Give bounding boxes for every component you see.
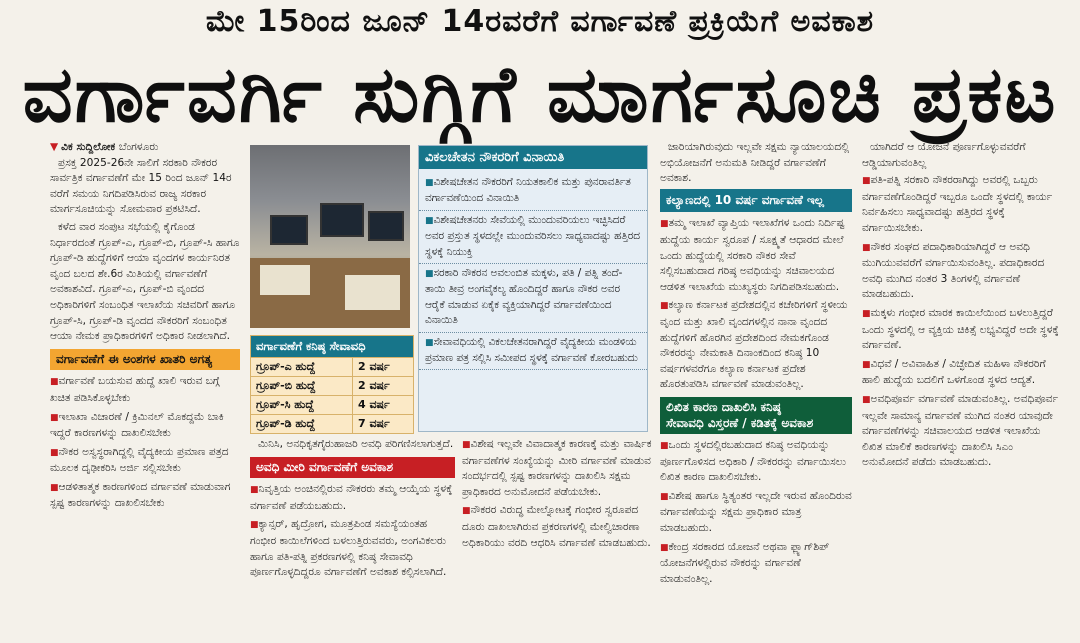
monitor-shape [368,211,404,241]
main-headline: ವರ್ಗಾವರ್ಗಿ ಸುಗ್ಗಿಗೆ ಮಾರ್ಗಸೂಚಿ ಪ್ರಕಟ [22,50,1058,140]
monitor-shape [270,215,308,245]
byline-marker-icon: ▼ [50,141,59,153]
column-4 [660,140,852,640]
list-item: ■ ವಿಶೇಷ ಇಲ್ಲವೇ ವಿವಾದಾತ್ಮಕ ಕಾರಣಕ್ಕೆ ಮತ್ತು ವಾರ್ಷಿಕ ವರ್ಗಾವಣೆಗಳ ಸಂಖ್ಯೆಯನ್ನು ಮೀರಿ ವರ್ಗಾವಣೆ ಮಾಡುವ ಸಂದರ್ಭದಲ್ಲಿ ಸ್ಪಷ್ಟ ಕಾರಣಗಳನ್ನು ದಾಖಲಿಸಿ ಸಕ್ಷಮ ಪ್ರಾಧಿಕಾರದ ಅನುಮೋದನೆ ಪಡೆಯಬೇಕು. [462,437,652,500]
kicker-headline: ಮೇ 15ರಿಂದ ಜೂನ್ 14ರವರೆಗೆ ವರ್ಗಾವಣೆ ಪ್ರಕ್ರಿಯೆಗೆ ಅವಕಾಶ [205,4,875,39]
section-heading: ಅವಧಿ ಮೀರಿ ವರ್ಗಾವಣೆಗೆ ಅವಕಾಶ [250,457,455,479]
table-cell: ಗ್ರೂಪ್-ಎ ಹುದ್ದೆ [251,358,353,377]
exemption-box-title: ವಿಕಲಚೇತನ ನೌಕರರಿಗೆ ವಿನಾಯಿತಿ [419,146,647,169]
list-item: ■ ಸೇವಾವಧಿಯಲ್ಲಿ ವಿಕಲಚೇತನರಾಗಿದ್ದರೆ ವೈದ್ಯಕೀಯ ಮಂಡಳಿಯ ಪ್ರಮಾಣ ಪತ್ರ ಸಲ್ಲಿಸಿ ಸಮೀಪದ ಸ್ಥಳಕ್ಕೆ ವರ್ಗಾವಣೆ ಕೋರಬಹುದು [419,333,647,371]
list-item: ■ ವಿಶೇಷಚೇತನರು ಸೇವೆಯಲ್ಲಿ ಮುಂದುವರಿಯಲು ಇಚ್ಛಿಸಿದರೆ ಅವರ ಪ್ರಸ್ತುತ ಸ್ಥಳದಲ್ಲೇ ಮುಂದುವರಿಸಲು ಸಾಧ್ಯವಾದಷ್ಟು ಹತ್ತಿರದ ಸ್ಥಳಕ್ಕೆ ನಿಯುಕ್ತಿ [419,211,647,264]
list-item: ■ ತಮ್ಮ ಇಲಾಖೆ ವ್ಯಾಪ್ತಿಯ ಇಲಾಖೆಗಳ ಒಂದು ನಿರ್ದಿಷ್ಟ ಹುದ್ದೆಯ ಕಾರ್ಯ ಸ್ವರೂಪ / ಸೂಕ್ಷ್ಮತೆ ಆಧಾರದ ಮೇಲೆ ಒಂದು ಹುದ್ದೆಯಲ್ಲಿ ಸರಕಾರಿ ನೌಕರ ಸೇವೆ ಸಲ್ಲಿಸಬಹುದಾದ ಗರಿಷ್ಠ ಅವಧಿಯನ್ನು ಸಚಿವಾಲಯದ ಆಡಳಿತ ಇಲಾಖೆಯ ಮುಖ್ಯಸ್ಥರು ನಿಗದಿಪಡಿಸಬಹುದು. [660,216,852,295]
list-item: ■ ನೌಕರ ಸಂಘದ ಪದಾಧಿಕಾರಿಯಾಗಿದ್ದರೆ ಆ ಅವಧಿ ಮುಗಿಯುವವರೆಗೆ ವರ್ಗಾಯಿಸುವಂತಿಲ್ಲ. ಪದಾಧಿಕಾರದ ಅವಧಿ ಮುಗಿದ ನಂತರ 3 ತಿಂಗಳಲ್ಲಿ ವರ್ಗಾವಣೆ ಮಾಡಬಹುದು. [862,240,1062,303]
table-cell: ಗ್ರೂಪ್-ಸಿ ಹುದ್ದೆ [251,396,353,415]
paragraph: ಪ್ರಸಕ್ತ 2025-26ನೇ ಸಾಲಿಗೆ ಸರಕಾರಿ ನೌಕರರ ಸಾರ್ವತ್ರಿಕ ವರ್ಗಾವಣೆಗೆ ಮೇ 15 ರಿಂದ ಜೂನ್ 14ರ ವರೆಗೆ ಸಮಯ ನಿಗದಿಪಡಿಸಿರುವ ರಾಜ್ಯ ಸರಕಾರ ಮಾರ್ಗಸೂಚಿಯನ್ನು ಸೋಮವಾರ ಪ್ರಕಟಿಸಿದೆ. [50,156,232,216]
table-cell: 2 ವರ್ಷ [353,377,414,396]
list-item: ■ ಮಕ್ಕಳು ಗಂಭೀರ ಮಾರಕ ಕಾಯಿಲೆಯಿಂದ ಬಳಲುತ್ತಿದ್ದರೆ ಒಂದು ಸ್ಥಳದಲ್ಲಿ ಆ ವ್ಯಕ್ತಿಯ ಚಿಕಿತ್ಸೆ ಲಭ್ಯವಿದ್ದರೆ ಅದೇ ಸ್ಥಳಕ್ಕೆ ವರ್ಗಾವಣೆ. [862,306,1062,354]
list-item: ■ ಪತಿ-ಪತ್ನಿ ಸರಕಾರಿ ನೌಕರರಾಗಿದ್ದು ಅವರಲ್ಲಿ ಒಬ್ಬರು ವರ್ಗಾವಣೆಗೊಂಡಿದ್ದರೆ ಇಬ್ಬರೂ ಒಂದೇ ಸ್ಥಳದಲ್ಲಿ ಕಾರ್ಯ ನಿರ್ವಹಿಸಲು ಸಾಧ್ಯವಾದಷ್ಟು ಹತ್ತಿರದ ಸ್ಥಳಕ್ಕೆ ವರ್ಗಾಯಿಸಬೇಕು. [862,173,1062,236]
table-row [251,396,413,415]
monitor-shape [320,203,364,237]
list-item: ■ ನೌಕರ ಅಸ್ವಸ್ಥರಾಗಿದ್ದಲ್ಲಿ ವೈದ್ಯಕೀಯ ಪ್ರಮಾಣ ಪತ್ರದ ಮೂಲಕ ದೃಢೀಕರಿಸಿ ಅರ್ಜಿ ಸಲ್ಲಿಸಬೇಕು [50,445,240,477]
exemption-box [418,145,648,432]
paragraph: ಯಾಗಿದರೆ ಆ ಯೋಜನೆ ಪೂರ್ಣಗೊಳ್ಳುವವರೆಗೆ ಆಡ್ಡಿಯಾಗುವಂತಿಲ್ಲ [862,141,1026,169]
table-cell: 7 ವರ್ಷ [353,415,414,434]
list-item: ■ ಕ್ಯಾನ್ಸರ್, ಹೃದ್ರೋಗ, ಮೂತ್ರಪಿಂಡ ಸಮಸ್ಯೆಯಂತಹ ಗಂಭೀರ ಕಾಯಿಲೆಗಳಿಂದ ಬಳಲುತ್ತಿರುವವರು, ಅಂಗವಿಕಲರು ಹಾಗೂ ಪತಿ-ಪತ್ನಿ ಪ್ರಕರಣಗಳಲ್ಲಿ ಕನಿಷ್ಠ ಸೇವಾವಧಿ ಪೂರ್ಣಗೊಳ್ಳದಿದ್ದರೂ ವರ್ಗಾವಣೆಗೆ ಅವಕಾಶ ಕಲ್ಪಿಸಲಾಗಿದೆ. [250,517,455,580]
list-item: ■ ಸರಕಾರಿ ನೌಕರನ ಅವಲಂಬಿತ ಮಕ್ಕಳು, ಪತಿ / ಪತ್ನಿ ತಂದೆ-ತಾಯಿ ತೀವ್ರ ಅಂಗವೈಕಲ್ಯ ಹೊಂದಿದ್ದರೆ ಹಾಗೂ ನೌಕರ ಅವರ ಆರೈಕೆ ಮಾಡುವ ಏಕೈಕ ವ್ಯಕ್ತಿಯಾಗಿದ್ದರೆ ವರ್ಗಾವಣೆಯಿಂದ ವಿನಾಯಿತಿ [419,264,647,333]
list-item: ■ ವಿಧವೆ / ಅವಿವಾಹಿತ / ವಿಚ್ಛೇದಿತ ಮಹಿಳಾ ನೌಕರರಿಗೆ ಹಾಲಿ ಹುದ್ದೆಯ ಬದಲಿಗೆ ಒಳಗೊಂಡ ಸ್ಥಳದ ಆದ್ಯತೆ. [862,357,1062,389]
table-cell: ಗ್ರೂಪ್-ಡಿ ಹುದ್ದೆ [251,415,353,434]
column-2-lower [250,437,455,637]
paragraph: ಮಿನಿಸಿ, ಅನಧಿಕೃತಗೈರುಹಾಜರಿ ಅವಧಿ ಪರಿಗಣಿಸಲಾಗುತ್ತದೆ. [258,438,454,450]
paper-stack-shape [345,275,400,310]
tenure-table [250,335,414,434]
tenure-table-title: ವರ್ಗಾವಣೆಗೆ ಕನಿಷ್ಠ ಸೇವಾವಧಿ [251,336,413,357]
byline [50,140,240,156]
paragraph: ಜಾರಿಯಾಗಿರುವುದು ಇಲ್ಲವೇ ಸಕ್ಷಮ ನ್ಯಾಯಾಲಯದಲ್ಲಿ ಅಭಿಯೋಜನೆಗೆ ಅನುಮತಿ ನೀಡಿದ್ದರೆ ವರ್ಗಾವಣೆಗೆ ಅವಕಾಶ. [660,141,850,185]
list-item: ■ ವಿಶೇಷಚೇತನ ನೌಕರರಿಗೆ ನಿಯತಕಾಲಿಕ ಮತ್ತು ಪುನರಾವರ್ತಿತ ವರ್ಗಾವಣೆಯಿಂದ ವಿನಾಯಿತಿ [419,173,647,211]
paragraph: ಕಳೆದ ವಾರ ಸಂಪುಟ ಸಭೆಯಲ್ಲಿ ಕೈಗೊಂಡ ನಿರ್ಧಾರದಂತೆ ಗ್ರೂಪ್-ಎ, ಗ್ರೂಪ್-ಬಿ, ಗ್ರೂಪ್-ಸಿ ಹಾಗೂ ಗ್ರೂಪ್-ಡಿ ಹುದ್ದೆಗಳಿಗೆ ಆಯಾ ವೃಂದಗಳ ಕಾರ್ಯನಿರತ ವೃಂದ ಬಲದ ಶೇ.6ರ ಮಿತಿಯಲ್ಲಿ ವರ್ಗಾವಣೆಗೆ ಅವಕಾಶವಿದೆ. ಗ್ರೂಪ್-ಎ, ಗ್ರೂಪ್-ಬಿ ವೃಂದದ ಅಧಿಕಾರಿಗಳಿಗೆ ಸಂಬಂಧಿತ ಇಲಾಖೆಯ ಸಚಿವರಿಗೆ ಹಾಗೂ ಗ್ರೂಪ್-ಸಿ, ಗ್ರೂಪ್-ಡಿ ವೃಂದದ ನೌಕರರಿಗೆ ಸಂಬಂಧಿತ ಆಯಾ ನೇಮಕ ಪ್ರಾಧಿಕಾರಗಳಿಗೆ ಅಧಿಕಾರ ನೀಡಲಾಗಿದೆ. [50,220,240,343]
table-cell: 2 ವರ್ಷ [353,358,414,377]
table-row [251,358,413,377]
list-item: ■ ಅವಧಿಪೂರ್ವ ವರ್ಗಾವಣೆ ಮಾಡುವಂತಿಲ್ಲ. ಅವಧಿಪೂರ್ವ ಇಲ್ಲವೇ ಸಾಮಾನ್ಯ ವರ್ಗಾವಣೆ ಮುಗಿದ ನಂತರ ಯಾವುದೇ ವರ್ಗಾವಣೆಗಳನ್ನು ಸಚಿವಾಲಯದ ಆಡಳಿತ ಇಲಾಖೆಯ ಲಿಖಿತ ಮಾಲಿಕೆ ಕಾರಣಗಳನ್ನು ದಾಖಲಿಸಿ ಸಿಎಂ ಅನುಮೋದನೆ ಪಡೆದು ಮಾಡಬಹುದು. [862,392,1062,471]
byline-source: ವಿಕ ಸುದ್ದಿಲೋಕ [61,141,116,153]
table-row [251,415,413,434]
table-cell: 4 ವರ್ಷ [353,396,414,415]
list-item: ■ ನಿವೃತ್ತಿಯ ಅಂಚಿನಲ್ಲಿರುವ ನೌಕರರು ತಮ್ಮ ಆಯ್ಕೆಯ ಸ್ಥಳಕ್ಕೆ ವರ್ಗಾವಣೆ ಪಡೆಯಬಹುದು. [250,482,455,514]
column-3-lower [462,437,652,637]
paper-stack-shape [260,265,310,295]
byline-place: ಬೆಂಗಳೂರು [118,141,159,153]
section-heading: ವರ್ಗಾವಣೆಗೆ ಈ ಅಂಶಗಳ ಖಾತರಿ ಅಗತ್ಯ [50,349,240,371]
list-item: ■ ಕೇಂದ್ರ ಸರಕಾರದ ಯೋಜನೆ ಅಥವಾ ಫ್ಲ್ಯಾಗ್‌ಶಿಪ್ ಯೋಜನೆಗಳಲ್ಲಿರುವ ನೌಕರನ್ನು ವರ್ಗಾವಣೆ ಮಾಡುವಂತಿಲ್ಲ. [660,540,852,588]
table-row [251,377,413,396]
list-item: ■ ಕಲ್ಯಾಣ ಕರ್ನಾಟಕ ಪ್ರದೇಶದಲ್ಲಿನ ಕಚೇರಿಗಳಿಗೆ ಸ್ಥಳೀಯ ವೃಂದ ಮತ್ತು ಖಾಲಿ ವೃಂದಗಳಲ್ಲಿನ ನಾನಾ ವೃಂದದ ಹುದ್ದೆಗಳಿಗೆ ಹೊರಗಿನ ಪ್ರದೇಶದಿಂದ ನೇಮಕಗೊಂಡ ನೌಕರರನ್ನು ನೇಮಕಾತಿ ದಿನಾಂಕದಿಂದ ಕನಿಷ್ಠ 10 ವರ್ಷಗಳವರೆಗೂ ಕಲ್ಯಾಣ ಕರ್ನಾಟಕ ಪ್ರದೇಶ ಹೊರತುಪಡಿಸಿ ವರ್ಗಾವಣೆ ಮಾಡುವಂತಿಲ್ಲ. [660,298,852,393]
column-1 [50,140,240,640]
list-item: ■ ವಿಶೇಷ ಹಾಗೂ ಸ್ಥಿತ್ಯಂತರ ಇಲ್ಲದೇ ಇರುವ ಹೊಂದಿರುವ ವರ್ಗಾವಣೆಯನ್ನು ಸಕ್ಷಮ ಪ್ರಾಧಿಕಾರ ಮಾತ್ರ ಮಾಡಬಹುದು. [660,489,852,537]
list-item: ■ ಇಲಾಖಾ ವಿಚಾರಣೆ / ಕ್ರಿಮಿನಲ್ ಮೊಕದ್ದಮೆ ಬಾಕಿ ಇದ್ದರೆ ಕಾರಣಗಳನ್ನು ದಾಖಲಿಸಬೇಕು [50,410,240,442]
column-5 [862,140,1062,640]
list-item: ■ ಆಡಳಿತಾತ್ಮಕ ಕಾರಣಗಳಿಂದ ವರ್ಗಾವಣೆ ಮಾಡುವಾಗ ಸ್ಪಷ್ಟ ಕಾರಣಗಳನ್ನು ದಾಖಲಿಸಬೇಕು [50,480,240,512]
section-heading: ಕಲ್ಯಾಣದಲ್ಲಿ 10 ವರ್ಷ ವರ್ಗಾವಣೆ ಇಲ್ಲ [660,189,852,213]
list-item: ■ ಒಂದು ಸ್ಥಳದಲ್ಲಿರಬಹುದಾದ ಕನಿಷ್ಠ ಅವಧಿಯನ್ನು ಪೂರ್ಣಗೊಳಿಸದ ಅಧಿಕಾರಿ / ನೌಕರರನ್ನು ವರ್ಗಾಯಿಸಲು ಲಿಖಿತ ಕಾರಣ ದಾಖಲಿಸಬೇಕು. [660,438,852,486]
office-photo [250,145,410,328]
section-heading-line: ಸೇವಾವಧಿ ವಿಸ್ತರಣೆ / ಕಡಿತಕ್ಕೆ ಅವಕಾಶ [666,415,814,430]
list-item: ■ ವರ್ಗಾವಣೆ ಬಯಸುವ ಹುದ್ದೆ ಖಾಲಿ ಇರುವ ಬಗ್ಗೆ ಖಚಿತ ಪಡಿಸಿಕೊಳ್ಳಬೇಕು [50,374,240,406]
section-heading [660,397,852,434]
table-cell: ಗ್ರೂಪ್-ಬಿ ಹುದ್ದೆ [251,377,353,396]
section-heading-line: ಲಿಖಿತ ಕಾರಣ ದಾಖಲಿಸಿ ಕನಿಷ್ಠ [666,399,781,414]
tenure-table-grid [251,357,413,433]
list-item: ■ ನೌಕರರ ವಿರುದ್ಧ ಮೇಲ್ನೋಟಕ್ಕೆ ಗಂಭೀರ ಸ್ವರೂಪದ ದೂರು ದಾಖಲಾಗಿರುವ ಪ್ರಕರಣಗಳಲ್ಲಿ ಮೇಲ್ವಿಚಾರಣಾ ಅಧಿಕಾರಿಯು ವರದಿ ಆಧರಿಸಿ ವರ್ಗಾವಣೆ ಮಾಡಬಹುದು. [462,503,652,551]
